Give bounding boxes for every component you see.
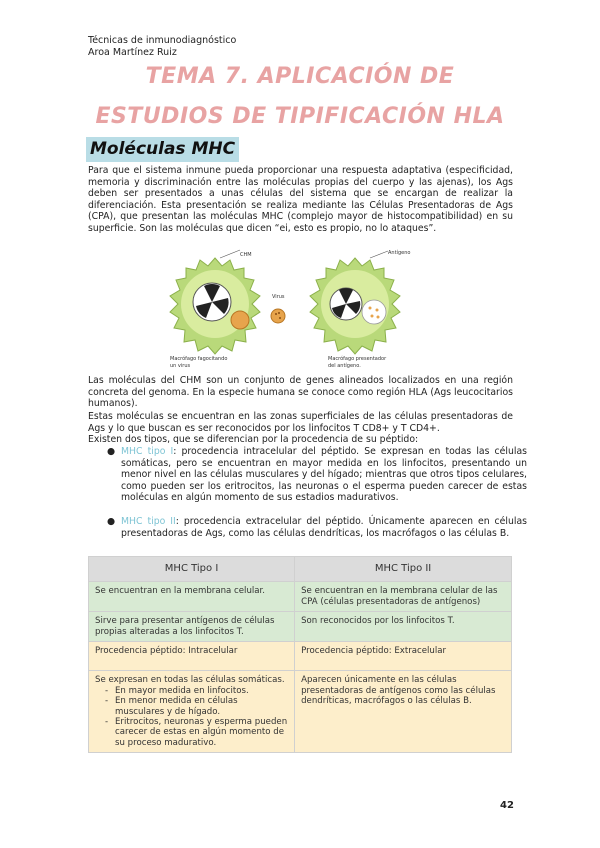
table-header-mhc1: MHC Tipo I bbox=[89, 557, 295, 582]
bullet-text: : procedencia intracelular del péptido. Se expresan en todas las células somáticas, pero se encuentran en mayor medida en los linfocitos, presentando un menor nivel en las células musculares y del hígado; mientras que otros tipos celulares, como pueden ser los eritrocitos, las neuronas o el esperma pueden carecer de estas moléculas en algún momento de sus estadios madurativos. bbox=[121, 446, 527, 504]
bullet-term: MHC tipo I bbox=[121, 446, 174, 457]
caption-left-line2: un virus bbox=[170, 363, 191, 369]
mhc-comparison-table bbox=[88, 556, 512, 753]
macrophage-figure bbox=[160, 248, 440, 370]
chapter-title-line2: ESTUDIOS DE TIPIFICACIÓN HLA bbox=[95, 104, 505, 129]
caption-right-line1: Macrófago presentador bbox=[328, 356, 387, 362]
macrophage-left bbox=[170, 250, 260, 354]
document-header bbox=[88, 35, 236, 59]
author-name: Aroa Martínez Ruiz bbox=[88, 47, 177, 58]
table-cell: Procedencia péptido: Intracelular bbox=[89, 642, 295, 671]
table-cell: Se encuentran en la membrana celular de las CPA (células presentadoras de antígenos) bbox=[295, 582, 512, 612]
table-cell: Procedencia péptido: Extracelular bbox=[295, 642, 512, 671]
macrophage-right bbox=[310, 251, 400, 354]
table-row bbox=[89, 642, 512, 671]
table-cell-intro: Se expresan en todas las células somáticas. bbox=[95, 675, 285, 686]
list-item: - En menor medida en células musculares y de hígado. bbox=[115, 696, 288, 717]
table-cell-list bbox=[95, 686, 288, 748]
label-chm: CHM bbox=[240, 252, 252, 258]
bullet-mhc-type-2 bbox=[107, 516, 527, 539]
table-header-mhc2: MHC Tipo II bbox=[295, 557, 512, 582]
table-cell: Son reconocidos por los linfocitos T. bbox=[295, 612, 512, 642]
label-virus: Virus bbox=[272, 294, 285, 300]
paragraph-location: Estas moléculas se encuentran en las zonas superficiales de las células presentadoras de Ags y lo que buscan es ser reconocidos por los linfocitos T CD8+ y T CD4+. bbox=[88, 411, 513, 434]
list-item: - Eritrocitos, neuronas y esperma pueden carecer de estas en algún momento de su proceso madurativo. bbox=[115, 717, 288, 748]
table-cell: Sirve para presentar antígenos de células propias alteradas a los linfocitos T. bbox=[89, 612, 295, 642]
table-row bbox=[89, 671, 512, 753]
course-name: Técnicas de inmunodiagnóstico bbox=[88, 35, 237, 46]
table-cell: Se encuentran en la membrana celular. bbox=[89, 582, 295, 612]
caption-left-line1: Macrófago fagocitando bbox=[170, 356, 228, 362]
page-number: 42 bbox=[500, 800, 514, 811]
caption-right-line2: del antígeno. bbox=[328, 363, 361, 369]
paragraph-genome: Las moléculas del CHM son un conjunto de genes alineados localizados en una región concreta del genoma. En la especie humana se conoce como región HLA (Ags leucocitarios humanos). bbox=[88, 375, 513, 410]
bullet-dot-icon: ● bbox=[107, 516, 116, 527]
bullet-term: MHC tipo II bbox=[121, 516, 176, 527]
label-antigeno: Antígeno bbox=[388, 250, 411, 256]
bullet-text: : procedencia extracelular del péptido. Únicamente aparecen en células presentadoras de Ags, como las células dendríticas, los macrófagos o las células B. bbox=[121, 516, 527, 539]
table-cell: Aparecen únicamente en las células presentadoras de antígenos como las células dendríticas, macrófagos o las células B. bbox=[295, 671, 512, 753]
virus bbox=[271, 309, 285, 323]
section-heading: Moléculas MHC bbox=[86, 137, 239, 162]
table-header-row bbox=[89, 557, 512, 582]
list-item: - En mayor medida en linfocitos. bbox=[115, 686, 288, 696]
bullet-mhc-type-1 bbox=[107, 446, 527, 504]
paragraph-types: Existen dos tipos, que se diferencian por la procedencia de su péptido: bbox=[88, 434, 419, 445]
table-row bbox=[89, 612, 512, 642]
table-row bbox=[89, 582, 512, 612]
chapter-title-line1: TEMA 7. APLICACIÓN DE bbox=[145, 64, 455, 89]
bullet-dot-icon: ● bbox=[107, 446, 116, 457]
intro-paragraph: Para que el sistema inmune pueda proporcionar una respuesta adaptativa (especificidad, memoria y discriminación entre las moléculas propias del cuerpo y las ajenas), los Ags deben ser presentados a unas células del sistema que se encargan de realizar la diferenciación. Esta presentación se realiza mediante las Células Presentadoras de Ags (CPA), que presentan las moléculas MHC (complejo mayor de histocompatibilidad) en su superficie. Son las moléculas que dicen “ei, esto es propio, no lo ataques”. bbox=[88, 165, 513, 234]
table-cell bbox=[89, 671, 295, 753]
